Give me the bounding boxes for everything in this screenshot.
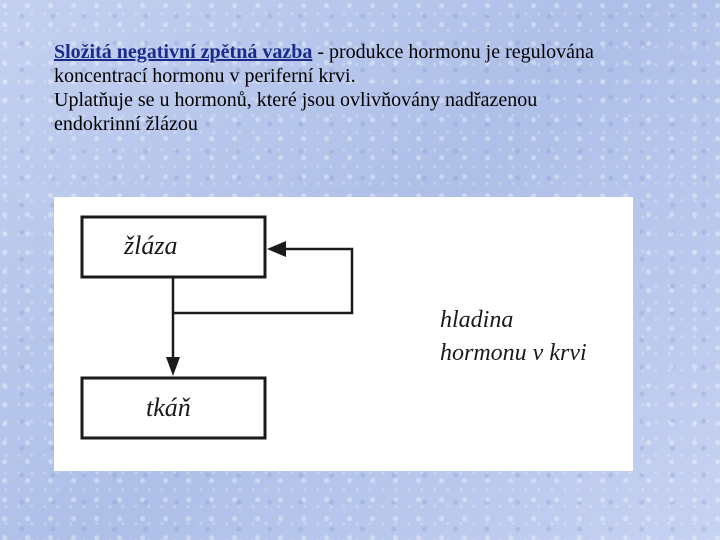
feedback-loop-line <box>173 249 352 313</box>
feedback-arrow-head <box>267 241 286 257</box>
gland-label: žláza <box>124 231 178 260</box>
paragraph-line-3: Uplatňuje se u hormonů, které jsou ovlivňovány nadřazenou <box>54 89 538 111</box>
hormone-level-label-1: hladina <box>440 307 514 333</box>
hormone-level-label-2: hormonu v krvi <box>440 340 587 366</box>
down-arrow-head <box>166 357 180 376</box>
paragraph-line-2: koncentrací hormonu v periferní krvi. <box>54 65 356 87</box>
key-term: Složitá negativní zpětná vazba <box>54 41 313 63</box>
line-1-rest: - produkce hormonu je regulována <box>312 41 594 63</box>
paragraph-line-4: endokrinní žlázou <box>54 113 198 135</box>
slide-text-block <box>54 40 714 136</box>
paragraph-line-1 <box>54 40 714 64</box>
feedback-diagram <box>54 197 633 471</box>
tissue-label: tkáň <box>146 393 191 422</box>
